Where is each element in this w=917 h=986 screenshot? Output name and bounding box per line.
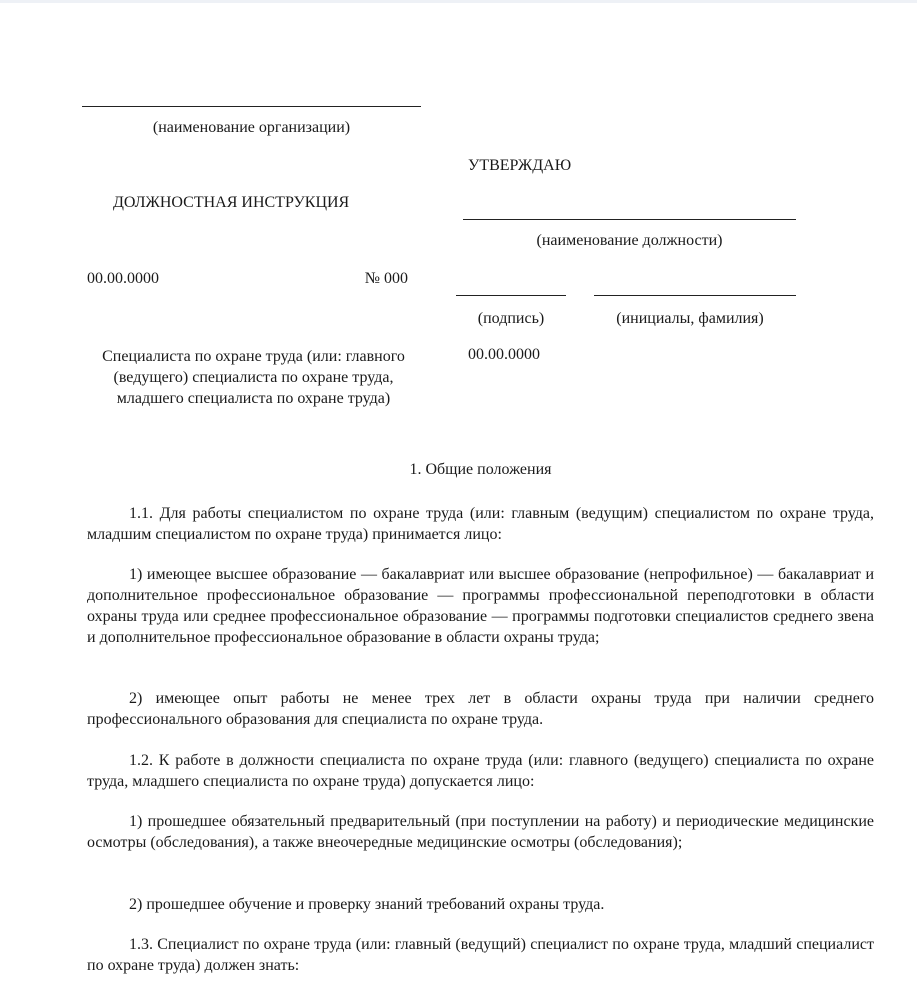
paragraph-text: 1.1. Для работы специалистом по охране труда (или: главным (ведущим) специалистом по охране труда, младшим специалистом по охране труда) принимается лицо: — [87, 505, 874, 543]
paragraph-1-2-item-1 — [87, 811, 874, 853]
paragraph-1-2 — [87, 750, 874, 792]
name-line — [594, 295, 796, 296]
signature-line — [456, 295, 566, 296]
paragraph-text: 1) прошедшее обязательный предварительный (при поступлении на работу) и периодические медицинские осмотры (обследования), а также внеочередные медицинские осмотры (обследования); — [87, 813, 874, 851]
document-title: ДОЛЖНОСТНАЯ ИНСТРУКЦИЯ — [113, 194, 350, 211]
approve-label: УТВЕРЖДАЮ — [468, 157, 572, 174]
paragraph-1-1 — [87, 503, 874, 545]
paragraph-1-2-item-2 — [87, 894, 874, 915]
paragraph-1-3 — [87, 934, 874, 976]
paragraph-1-1-item-1 — [87, 564, 874, 648]
signature-caption: (подпись) — [477, 310, 545, 327]
organization-name-line — [82, 106, 421, 107]
document-number: № 000 — [364, 270, 408, 287]
paragraph-text: 2) прошедшее обучение и проверку знаний требований охраны труда. — [129, 896, 605, 913]
paragraph-text: 2) имеющее опыт работы не менее трех лет в области охраны труда при наличии среднего профессионального образования для специалиста по охране труда. — [87, 690, 874, 728]
paragraph-text: 1.3. Специалист по охране труда (или: главный (ведущий) специалист по охране труда, младший специалист по охране труда) должен знать: — [87, 936, 874, 974]
document-date: 00.00.0000 — [87, 270, 159, 287]
paragraph-text: 1.2. К работе в должности специалиста по охране труда (или: главного (ведущего) специалиста по охране труда, младшего специалиста по охране труда) допускается лицо: — [87, 752, 874, 790]
organization-caption: (наименование организации) — [152, 119, 351, 136]
paragraph-text: 1) имеющее высшее образование — бакалавриат или высшее образование (непрофильное) — бакалавриат и дополнительное профессиональное образование — программы профессиональной переподготовки в области охраны труда или среднее профессиональное образование — программы подготовки специалистов среднего звена и дополнительное профессиональное образование в области охраны труда; — [87, 566, 874, 646]
position-caption: (наименование должности) — [536, 232, 723, 249]
section-title: 1. Общие положения — [409, 461, 552, 478]
top-border — [0, 0, 917, 3]
paragraph-1-1-item-2 — [87, 688, 874, 730]
approval-date: 00.00.0000 — [468, 346, 540, 363]
position-name-line — [463, 219, 796, 220]
name-caption: (инициалы, фамилия) — [616, 310, 764, 327]
position-title: Специалиста по охране труда (или: главного (ведущего) специалиста по охране труда, младшего специалиста по охране труда) — [102, 348, 405, 407]
